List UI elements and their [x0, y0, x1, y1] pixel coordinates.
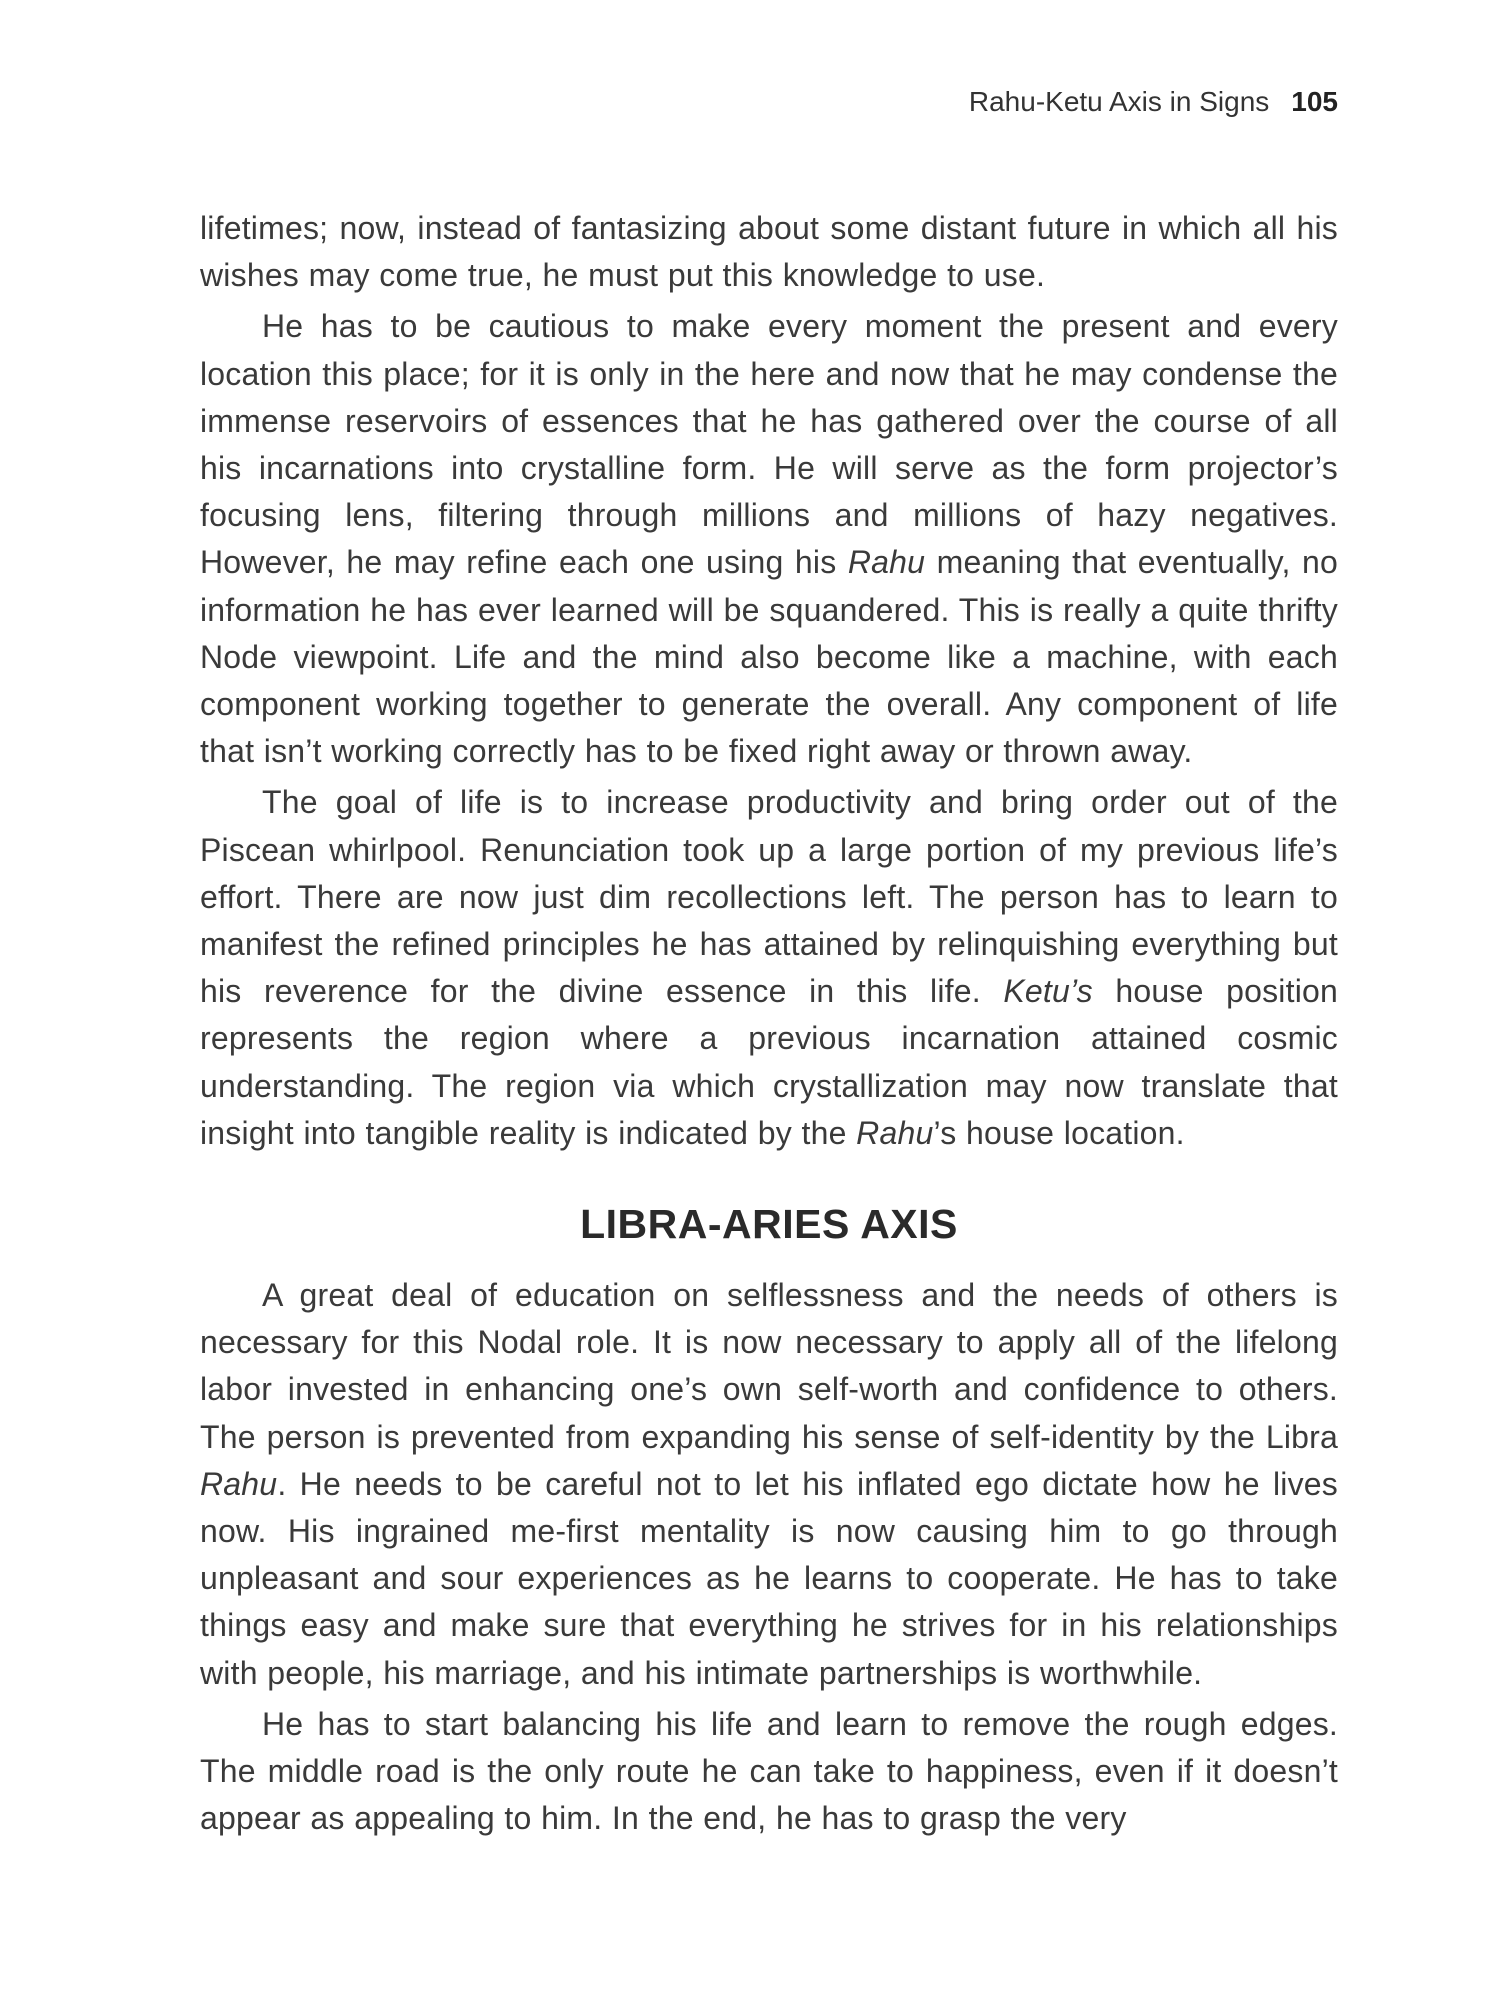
paragraph: He has to start balancing his life and learn to remove the rough edges. The middle road is the only route he can take to happiness, even if it doesn’t appear as appealing to him. In the end, he has to grasp the very	[200, 1705, 1338, 1837]
page-number: 105	[1291, 86, 1338, 117]
paragraph-text: A great deal of education on selflessness and the needs of others is necessary for this Nodal role. It is now necessary to apply all of the lifelong labor invested in enhancing one’s own self-worth and confidence to others. The person is prevented from expanding his sense of self-identity by the Libra	[200, 1277, 1338, 1455]
emphasis-ketu: Ketu’s	[1003, 973, 1093, 1010]
emphasis-rahu: Rahu	[847, 544, 926, 581]
paragraph-text: house position represents the region where a previous incarnation attained cosmic understanding. The region via which crystallization may now translate that insight into tangible reality is indicated by the	[200, 973, 1338, 1151]
emphasis-rahu: Rahu	[200, 1465, 278, 1502]
paragraph	[200, 1272, 1338, 1697]
paragraph-text: meaning that eventually, no information he has ever learned will be squandered. This is really a quite thrifty Node viewpoint. Life and the mind also become like a machine, with each component working together to generate the overall. Any component of life that isn’t working correctly has to be fixed right away or thrown away.	[200, 544, 1338, 770]
paragraph	[200, 779, 1338, 1157]
paragraph	[200, 303, 1338, 775]
paragraph-text: The goal of life is to increase productivity and bring order out of the Piscean whirlpool. Renunciation took up a large portion of my previous life’s effort. There are now just dim recollections left. The person has to learn to manifest the refined principles he has attained by relinquishing everything but his reverence for the divine essence in this life.	[200, 784, 1338, 1010]
paragraph: lifetimes; now, instead of fantasizing about some distant future in which all his wishes may come true, he must put this knowledge to use.	[200, 210, 1338, 294]
paragraph-text: . He needs to be careful not to let his inflated ego dictate how he lives now. His ingrained me-first mentality is now causing him to go through unpleasant and sour experiences as he learns to cooperate. He has to take things easy and make sure that everything he strives for in his relationships with people, his marriage, and his intimate partnerships is worthwhile.	[200, 1465, 1338, 1691]
running-header	[969, 86, 1338, 118]
body-text	[200, 205, 1338, 1847]
section-heading: LIBRA-ARIES AXIS	[580, 1201, 958, 1248]
paragraph-text: ’s house location.	[933, 1114, 1185, 1151]
paragraph-text: He has to be cautious to make every moment the present and every location this place; for it is only in the here and now that he may condense the immense reservoirs of essences that he has gathered over the course of all his incarnations into crystalline form. He will serve as the form projector’s focusing lens, filtering through millions and millions of hazy negatives. However, he may refine each one using his	[200, 308, 1338, 581]
running-header-title: Rahu-Ketu Axis in Signs	[968, 86, 1270, 117]
emphasis-rahu: Rahu	[856, 1114, 934, 1151]
